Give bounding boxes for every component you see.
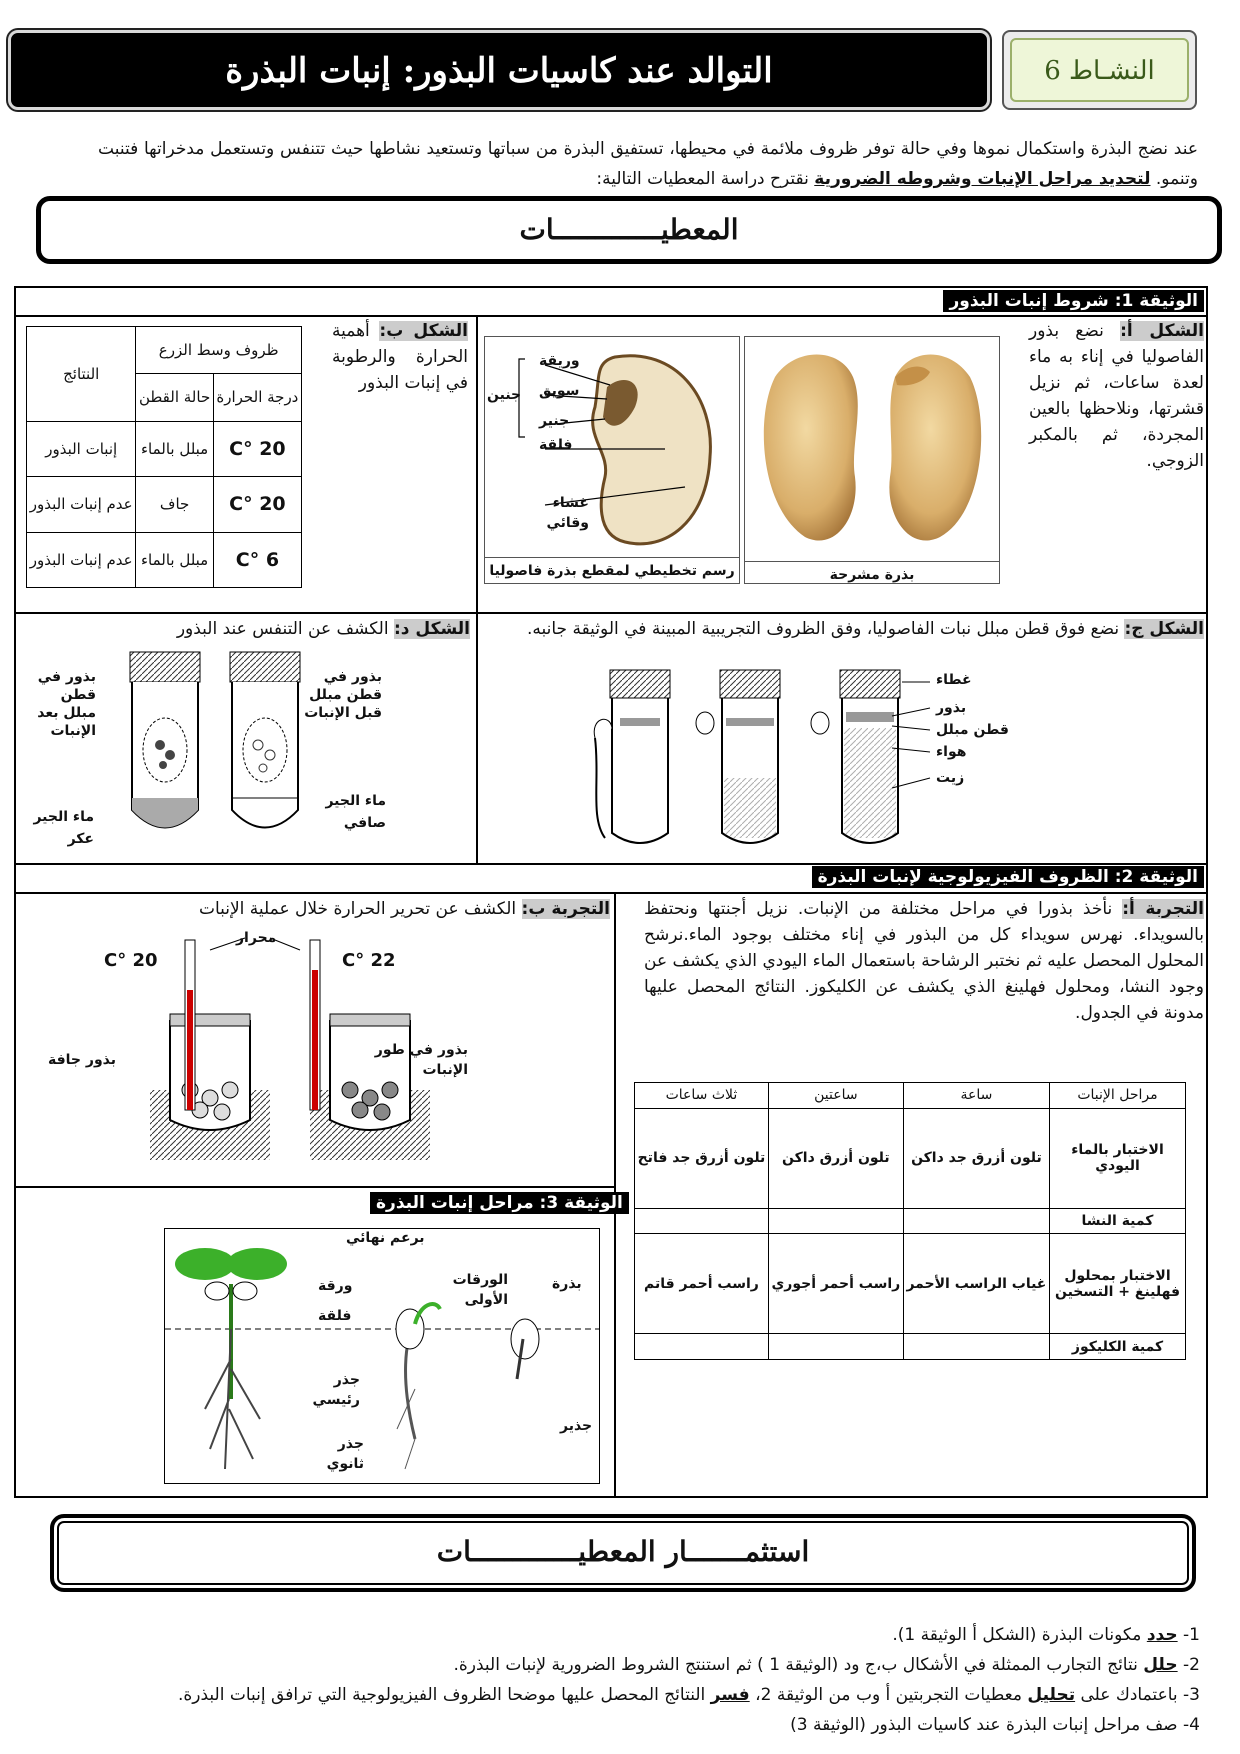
- divider: [14, 863, 1208, 865]
- label-secondary-root: جذر ثانوي: [326, 1436, 364, 1472]
- exp-b-text: التجربة ب: الكشف عن تحرير الحرارة خلال عملية الإنبات: [198, 899, 610, 919]
- data-section-header: [36, 196, 1222, 264]
- fig-c-tubes: [550, 668, 970, 854]
- label-clear: ماء الجير صافي: [325, 793, 386, 831]
- th-three-hours: ثلاث ساعات: [635, 1083, 769, 1109]
- fig-b-text: الشكل ب: أهمية الحرارة والرطوبة في إنبات البذور: [332, 321, 469, 393]
- drawing-caption: رسم تخطيطي لمقطع بذرة فاصوليا: [485, 557, 739, 584]
- label-seed: بذرة: [552, 1276, 582, 1292]
- th-results: النتائج: [27, 327, 136, 422]
- fig-a-text: الشكل أ: نضع بذور الفاصوليا في إناء به ماء لعدة ساعات، ثم نزيل قشرتها، ونلاحظها بالعين المجردة، ثم بالمكبر الزوجي.: [1029, 321, 1204, 471]
- table-row: كمية النشا: [635, 1208, 1186, 1234]
- label-main-root: جذر رئيسي: [312, 1372, 360, 1408]
- divider: [14, 612, 1208, 614]
- question-item: 4- صف مراحل إنبات البذرة عند كاسيات البذور (الوثيقة 3): [790, 1715, 1200, 1735]
- th-temp: درجة الحرارة: [213, 374, 301, 421]
- title-bar: [8, 30, 990, 110]
- label-before-germination: بذور في قطن مبلل قبل الإنبات: [304, 669, 382, 721]
- seed-photo: [744, 336, 1000, 584]
- table-row: الاختبار بمحلول فهلينغ + التسخين غياب الراسب الأحمر راسب أحمر أجوري راسب أحمر قاتم: [635, 1234, 1186, 1334]
- label-leaf: ورقة: [318, 1278, 353, 1294]
- label-seeds: بذور: [936, 700, 967, 716]
- label-radicle-3: جذير: [560, 1418, 593, 1434]
- fig-c-text: الشكل ج: نضع فوق قطن مبلل نبات الفاصوليا، وفق الظروف التجريبية المبينة في الوثيقة جانبه.: [526, 619, 1204, 639]
- exploit-section-header: [50, 1514, 1196, 1592]
- fig-d-text: الشكل د: الكشف عن التنفس عند البذور: [176, 619, 470, 639]
- label-cotyledon: فلقة: [539, 437, 573, 453]
- divider: [14, 1186, 614, 1188]
- th-hour: ساعة: [903, 1083, 1049, 1109]
- label-stem: سويق: [539, 383, 580, 399]
- table-row: كمية الكليكوز: [635, 1334, 1186, 1360]
- label-bud: برعم نهائي: [346, 1230, 425, 1246]
- th-conditions: ظروف وسط الزرع: [136, 327, 302, 374]
- activity-badge: [1002, 30, 1197, 110]
- label-cloudy: ماء الجير عكر: [33, 809, 94, 847]
- th-cotton: حالة القطن: [136, 374, 213, 421]
- table-row: 20 °C مبلل بالماء إنبات البذور: [27, 421, 302, 476]
- question-item: 1- حدد مكونات البذرة (الشكل أ الوثيقة 1).: [892, 1625, 1200, 1645]
- label-coat: غشاء وقائي: [546, 495, 589, 531]
- data-section-title: المعطيـــــــــــــات: [519, 213, 739, 246]
- activity-label: النشـاط 6: [1010, 38, 1189, 102]
- germination-stages-box: [164, 1228, 600, 1484]
- label-wet-cotton: قطن مبلل: [936, 722, 1009, 738]
- label-leaflet: وريقة: [539, 353, 580, 369]
- intro-paragraph: [98, 134, 1198, 194]
- conditions-table: [26, 326, 302, 588]
- label-first-leaves: الورقات الأولى: [452, 1272, 508, 1308]
- germination-results-table: [634, 1082, 1186, 1360]
- intro-text-after: نقترح دراسة المعطيات التالية:: [596, 169, 809, 189]
- th-two-hours: ساعتين: [768, 1083, 903, 1109]
- label-radicle: جنير: [539, 413, 570, 429]
- divider: [14, 892, 1208, 894]
- th-stage: مراحل الإنبات: [1050, 1083, 1186, 1109]
- doc2-title: الوثيقة 2: الظروف الفيزيولوجية لإنبات البذرة: [812, 866, 1204, 888]
- questions-list: [60, 1620, 1200, 1740]
- doc1-title: الوثيقة 1: شروط إنبات البذور: [943, 290, 1204, 312]
- divider: [614, 1186, 616, 1498]
- label-after-germination: بذور في قطن مبلل بعد الإنبات: [37, 669, 96, 739]
- label-air: هواء: [936, 744, 967, 760]
- photo-caption: بذرة مشرحة: [745, 561, 999, 588]
- temp-left: 20 °C: [104, 950, 158, 971]
- label-oil: زيت: [936, 770, 965, 786]
- divider: [476, 315, 478, 863]
- question-item: 3- باعتمادك على تحليل معطيات التجربتين أ وب من الوثيقة 2، فسر النتائج المحصل عليها موضحا الظروف الفيزيولوجية التي ترافق إنبات البذرة.: [177, 1685, 1200, 1705]
- table-row: 6 °C مبلل بالماء عدم إنبات البذور: [27, 532, 302, 588]
- intro-underlined: لتحديد مراحل الإنبات وشروطه الضرورية: [814, 169, 1151, 189]
- doc3-title: الوثيقة 3: مراحل إنبات البذرة: [370, 1192, 629, 1214]
- table-row: 20 °C جاف عدم إنبات البذور: [27, 477, 302, 532]
- divider: [614, 892, 616, 1186]
- question-item: 2- حلل نتائج التجارب الممثلة في الأشكال ب،ج ود (الوثيقة 1 ) ثم استنتج الشروط الضرورية لإنبات البذرة.: [453, 1655, 1200, 1675]
- seed-section-drawing: [484, 336, 740, 584]
- divider: [14, 315, 1208, 317]
- label-thermometer: محرار: [236, 930, 277, 946]
- exp-a-text: التجربة أ: نأخذ بذورا في مراحل مختلفة من الإنبات. نزيل أجنتها ونحتفظ بالسويداء. نهرس سويداء كل من البذور في إناء مختلف بوجود الماء.نرشح المحلول المحصل عليه ثم نختبر الرشاحة باستعمال الماء اليودي الذي يكشف عن وجود النشا، ومحلول فهلينغ الذي يكشف عن الكليكوز. النتائج المحصل عليها مدونة في الجدول.: [644, 899, 1204, 1023]
- label-embryo: جنين: [487, 387, 522, 403]
- intro-text: عند نضج البذرة واستكمال نموها وفي حالة توفر ظروف ملائمة في محيطها، تستفيق البذرة من سباتها وتستعيد نشاطها حيث تتنفس وتستعمل مدخراتها فتنبت وتنمو.: [98, 139, 1198, 189]
- label-dry-seeds: بذور جافة: [48, 1052, 116, 1068]
- label-germinating-seeds: بذور في طور الإنبات: [374, 1042, 468, 1078]
- page-title: التوالد عند كاسيات البذور: إنبات البذرة: [225, 51, 773, 91]
- table-row: الاختبار بالماء اليودي تلون أزرق جد داكن تلون أزرق داكن تلون أزرق جد فاتح: [635, 1108, 1186, 1208]
- temp-right: 22 °C: [342, 950, 396, 971]
- label-cotyledon-3: فلقة: [318, 1308, 352, 1324]
- label-cover: غطاء: [936, 672, 972, 688]
- exploit-section-title: استثمـــــــار المعطيـــــــــــــات: [436, 1535, 810, 1568]
